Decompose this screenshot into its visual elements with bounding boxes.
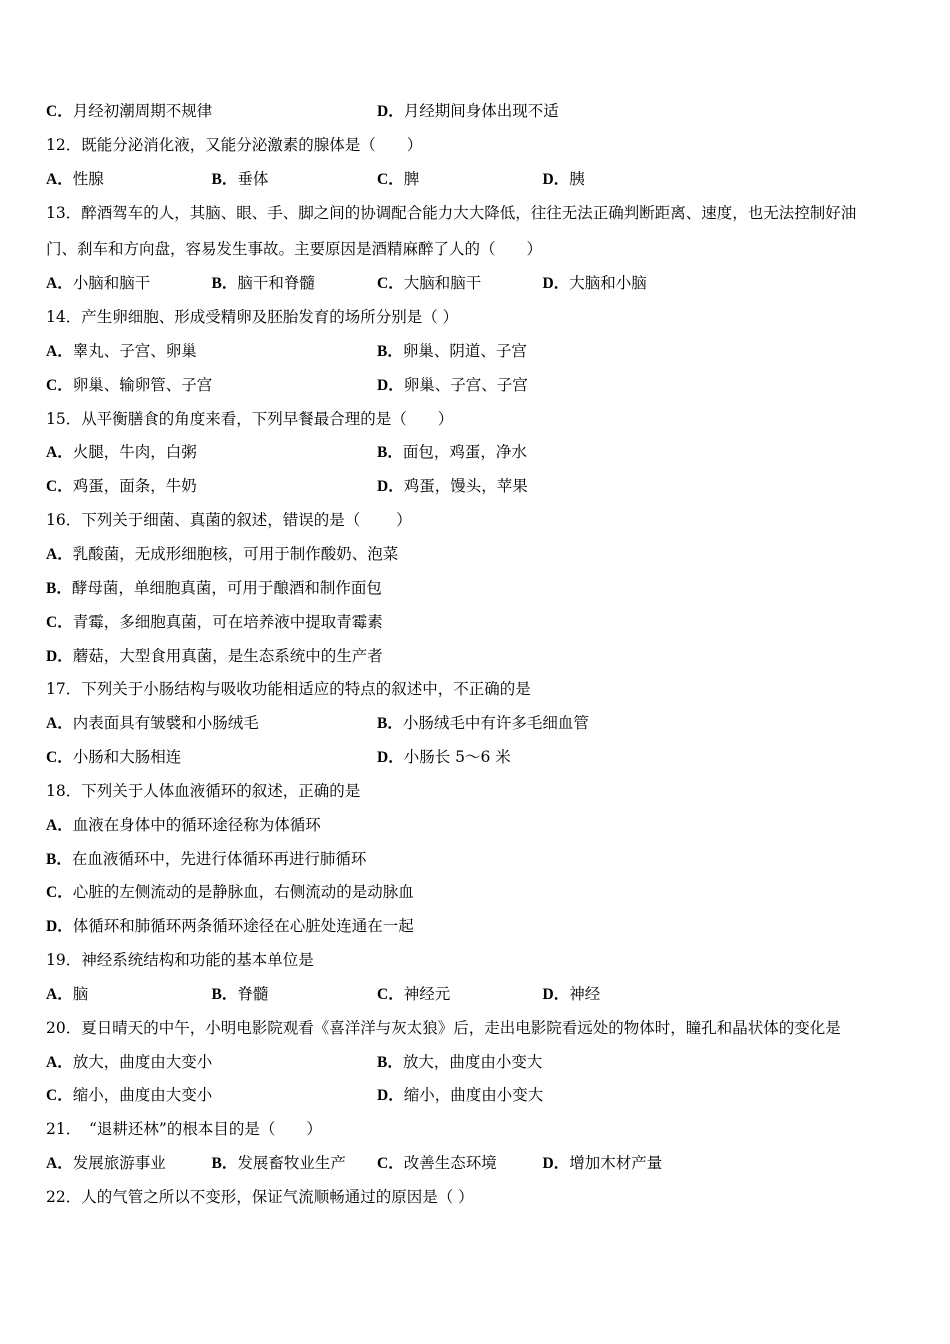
option-row [46, 978, 916, 1012]
option-b [212, 163, 378, 197]
option-label: D． [542, 1155, 570, 1173]
option-d [543, 163, 709, 197]
option-text: 大脑和小脑 [569, 274, 647, 293]
option-a [46, 436, 377, 470]
option-label: C． [46, 749, 73, 767]
option-text: 大脑和脑干 [403, 274, 482, 293]
option-a [46, 809, 321, 843]
option-b [212, 1147, 378, 1181]
option-c [46, 741, 377, 775]
option-row [46, 163, 916, 197]
option-row [46, 335, 916, 369]
question-stem: 20．夏日晴天的中午，小明电影院观看《喜洋洋与灰太狼》后，走出电影院看远处的物体时，瞳孔和晶状体的变化是 [46, 1018, 841, 1037]
option-text: 鸡蛋，面条，牛奶 [72, 477, 197, 496]
option-label: C． [46, 376, 73, 394]
option-text: 血液在身体中的循环途径称为体循环 [72, 815, 321, 834]
option-c [46, 95, 377, 129]
option-label: D． [542, 985, 570, 1003]
option-label: C． [377, 1155, 404, 1173]
option-label: A． [46, 342, 73, 360]
option-label: D． [377, 749, 404, 767]
option-text: 小肠绒毛中有许多毛细血管 [402, 714, 589, 733]
option-row [46, 1147, 916, 1181]
option-label: A． [46, 545, 73, 563]
option-text: 乳酸菌，无成形细胞核，可用于制作酸奶、泡菜 [72, 544, 399, 563]
question-stem: 14．产生卵细胞、形成受精卵及胚胎发育的场所分别是（ ） [46, 308, 459, 327]
option-row [46, 95, 916, 129]
option-row [46, 1079, 916, 1113]
option-row [46, 436, 916, 470]
option-label: C． [46, 478, 73, 496]
option-row [46, 640, 916, 674]
option-a [46, 1147, 212, 1181]
option-text: 卵巢、阴道、子宫 [402, 341, 527, 360]
option-row [46, 606, 916, 640]
option-text: 神经元 [403, 984, 451, 1003]
option-b [377, 335, 708, 369]
question-stem: 21． “退耕还林”的根本目的是（ ） [46, 1120, 322, 1139]
option-b [212, 978, 378, 1012]
option-b [377, 1046, 708, 1080]
option-text: 体循环和肺循环两条循环途径在心脏处连通在一起 [72, 917, 414, 936]
option-row [46, 707, 916, 741]
option-text: 小脑和脑干 [72, 274, 151, 293]
option-label: D． [542, 170, 570, 188]
option-label: D． [46, 918, 73, 936]
option-d [377, 470, 708, 504]
option-row [46, 267, 916, 301]
option-text: 蘑菇，大型食用真菌，是生态系统中的生产者 [72, 646, 383, 665]
option-row [46, 572, 916, 606]
option-text: 垂体 [237, 169, 269, 188]
option-row [46, 876, 916, 910]
option-c [46, 369, 377, 403]
option-text: 脊髓 [237, 984, 269, 1003]
option-row [46, 1046, 916, 1080]
option-a [46, 267, 212, 301]
question-stem: 13．醉酒驾车的人，其脑、眼、手、脚之间的协调配合能力大大降低，往往无法正确判断距离、速度，也无法控制好油 [46, 203, 857, 222]
option-text: 脾 [403, 169, 420, 188]
option-text: 心脏的左侧流动的是静脉血，右侧流动的是动脉血 [72, 883, 414, 902]
option-label: D． [377, 478, 404, 496]
option-row [46, 843, 916, 877]
option-label: C． [46, 103, 73, 120]
option-label: C． [377, 275, 404, 293]
option-a [46, 1046, 377, 1080]
option-text: 缩小，曲度由小变大 [403, 1086, 544, 1105]
option-row [46, 910, 916, 944]
option-text: 卵巢、输卵管、子宫 [72, 375, 213, 394]
option-label: C． [46, 613, 73, 631]
option-text: 面包，鸡蛋，净水 [402, 443, 527, 462]
option-label: A． [46, 985, 73, 1003]
question-stem: 门、刹车和方向盘，容易发生事故。主要原因是酒精麻醉了人的（ ） [46, 240, 543, 259]
exam-page [46, 95, 916, 1215]
option-label: C． [46, 884, 73, 902]
option-label: D． [542, 275, 570, 293]
option-b [212, 267, 378, 301]
option-d [377, 1079, 708, 1113]
option-text: 在血液循环中，先进行体循环再进行肺循环 [71, 849, 367, 868]
option-b [377, 707, 708, 741]
option-text: 脑干和脊髓 [237, 274, 315, 293]
option-row [46, 741, 916, 775]
option-label: A． [46, 816, 73, 834]
option-label: B． [46, 850, 72, 868]
option-a [46, 335, 377, 369]
option-label: B． [377, 1053, 403, 1071]
option-c [46, 470, 377, 504]
option-text: 改善生态环境 [403, 1154, 497, 1173]
option-text: 小肠长 5～6 米 [403, 748, 511, 767]
option-label: B． [211, 1155, 238, 1173]
option-label: B． [377, 342, 403, 360]
option-label: D． [46, 647, 73, 665]
option-text: 脑 [72, 984, 89, 1003]
option-text: 鸡蛋，馒头，苹果 [403, 477, 528, 496]
option-label: B． [377, 715, 403, 733]
question-stem: 17．下列关于小肠结构与吸收功能相适应的特点的叙述中，不正确的是 [46, 680, 531, 699]
option-text: 睾丸、子宫、卵巢 [72, 341, 197, 360]
option-label: C． [46, 1087, 73, 1105]
question-stem: 12．既能分泌消化液，又能分泌激素的腺体是（ ） [46, 135, 423, 154]
option-text: 放大，曲度由大变小 [72, 1052, 213, 1071]
option-d [377, 369, 708, 403]
option-text: 青霉，多细胞真菌，可在培养液中提取青霉素 [72, 612, 383, 631]
option-label: B． [211, 275, 238, 293]
option-c [377, 163, 543, 197]
option-text: 小肠和大肠相连 [72, 748, 182, 767]
option-c [377, 267, 543, 301]
option-text: 性腺 [72, 169, 104, 188]
option-text: 内表面具有皱襞和小肠绒毛 [72, 714, 259, 733]
option-text: 缩小，曲度由大变小 [72, 1086, 213, 1105]
option-text: 酵母菌，单细胞真菌，可用于酿酒和制作面包 [71, 578, 382, 597]
option-label: D． [377, 376, 404, 394]
option-label: A． [46, 444, 73, 462]
option-label: B． [46, 579, 72, 597]
option-text: 月经初潮周期不规律 [72, 102, 213, 120]
option-text: 卵巢、子宫、子宫 [403, 375, 528, 394]
option-d [543, 267, 709, 301]
option-a [46, 538, 398, 572]
option-text: 增加木材产量 [569, 1154, 663, 1173]
option-label: A． [46, 1053, 73, 1071]
option-d [543, 978, 709, 1012]
option-c [46, 1079, 377, 1113]
question-stem: 19．神经系统结构和功能的基本单位是 [46, 951, 314, 970]
option-text: 放大，曲度由小变大 [402, 1052, 543, 1071]
question-stem: 18．下列关于人体血液循环的叙述，正确的是 [46, 781, 361, 800]
option-label: A． [46, 1155, 73, 1173]
option-d [46, 910, 414, 944]
option-text: 神经 [569, 984, 601, 1003]
option-label: B． [377, 444, 403, 462]
question-stem: 22．人的气管之所以不变形，保证气流顺畅通过的原因是（ ） [46, 1188, 474, 1206]
option-b [46, 843, 366, 877]
option-c [377, 1147, 543, 1181]
option-row [46, 470, 916, 504]
option-text: 发展旅游事业 [72, 1154, 166, 1173]
option-d [46, 640, 383, 674]
option-c [46, 876, 414, 910]
option-c [377, 978, 543, 1012]
option-row [46, 809, 916, 843]
option-label: D． [377, 1087, 404, 1105]
option-b [377, 436, 708, 470]
question-stem: 16．下列关于细菌、真菌的叙述，错误的是（ ） [46, 511, 412, 530]
option-text: 胰 [569, 169, 585, 188]
option-label: A． [46, 170, 73, 188]
option-text: 月经期间身体出现不适 [403, 102, 559, 120]
option-text: 发展畜牧业生产 [237, 1154, 346, 1173]
option-label: B． [211, 985, 238, 1003]
option-a [46, 163, 212, 197]
option-label: D． [377, 103, 404, 120]
option-a [46, 978, 212, 1012]
option-text: 火腿，牛肉，白粥 [72, 443, 197, 462]
option-label: A． [46, 275, 73, 293]
option-a [46, 707, 377, 741]
option-label: B． [211, 170, 238, 188]
option-c [46, 606, 383, 640]
option-d [377, 95, 708, 129]
option-label: C． [377, 170, 404, 188]
option-label: A． [46, 715, 73, 733]
option-b [46, 572, 382, 606]
option-d [543, 1147, 709, 1181]
option-d [377, 741, 708, 775]
question-stem: 15．从平衡膳食的角度来看，下列早餐最合理的是（ ） [46, 409, 454, 428]
option-row [46, 538, 916, 572]
option-row [46, 369, 916, 403]
option-label: C． [377, 985, 404, 1003]
